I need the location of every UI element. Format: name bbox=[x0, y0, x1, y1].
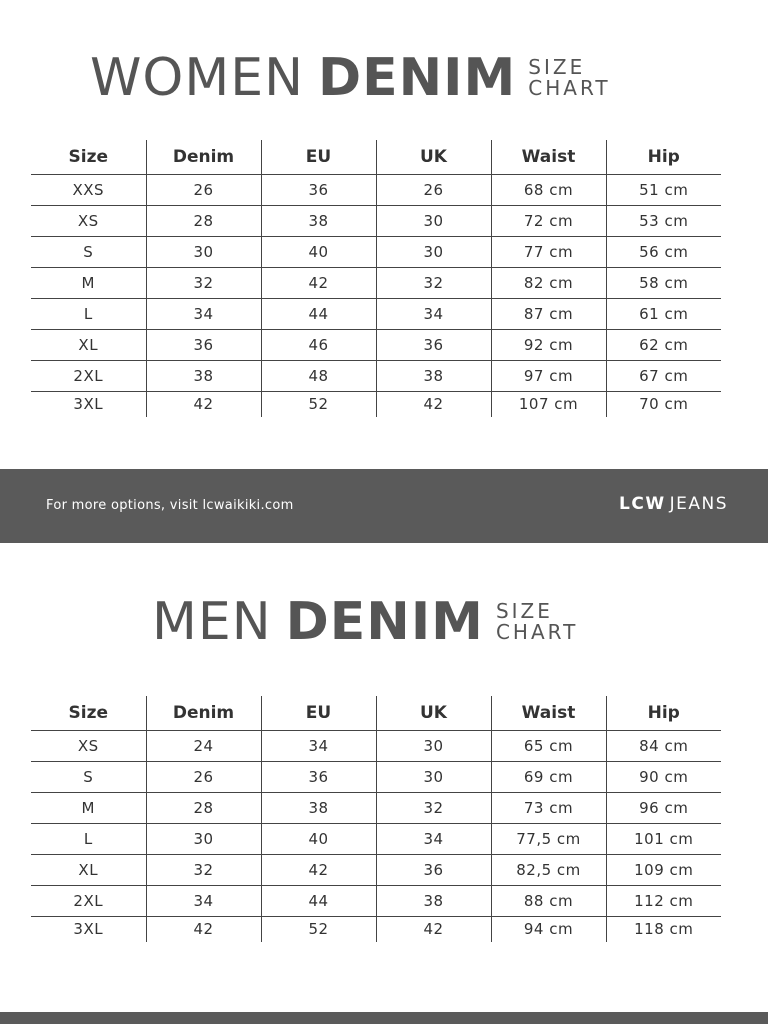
table-cell: 3XL bbox=[73, 920, 104, 939]
table-cell: 72 cm bbox=[491, 205, 606, 236]
column-header: Denim bbox=[146, 140, 261, 174]
table-cell: 42 bbox=[376, 391, 491, 417]
women-title-bold: DENIM bbox=[317, 48, 517, 108]
men-title-sub-chart: CHART bbox=[495, 620, 579, 644]
table-cell: 2XL bbox=[31, 360, 146, 391]
table-cell: 2XL bbox=[31, 885, 146, 916]
table-cell: 109 cm bbox=[606, 854, 721, 885]
women-denim-title bbox=[90, 48, 611, 108]
brand-logo-bold: LCW bbox=[619, 494, 666, 514]
table-cell: M bbox=[31, 792, 146, 823]
table-cell: 51 cm bbox=[606, 174, 721, 205]
table-cell: 82 cm bbox=[491, 267, 606, 298]
table-row bbox=[31, 391, 721, 417]
brand-logo-light: JEANS bbox=[669, 494, 728, 514]
column-header: Size bbox=[31, 140, 146, 174]
promo-banner bbox=[0, 469, 768, 543]
men-table-body bbox=[31, 730, 721, 942]
table-row bbox=[31, 792, 721, 823]
table-cell: 38 bbox=[146, 360, 261, 391]
table-cell: 24 bbox=[146, 730, 261, 761]
table-cell: 34 bbox=[146, 885, 261, 916]
brand-logo bbox=[619, 494, 728, 514]
table-cell: 56 cm bbox=[606, 236, 721, 267]
table-row bbox=[31, 916, 721, 942]
table-cell: 87 cm bbox=[491, 298, 606, 329]
column-header: EU bbox=[261, 140, 376, 174]
table-row bbox=[31, 267, 721, 298]
table-cell: 28 bbox=[146, 792, 261, 823]
column-header: Size bbox=[31, 696, 146, 730]
table-cell: 68 cm bbox=[491, 174, 606, 205]
table-cell: S bbox=[31, 236, 146, 267]
table-cell: 107 cm bbox=[491, 391, 606, 417]
table-cell: 96 cm bbox=[606, 792, 721, 823]
table-row bbox=[31, 823, 721, 854]
table-cell: 88 cm bbox=[491, 885, 606, 916]
table-row bbox=[31, 174, 721, 205]
table-row bbox=[31, 761, 721, 792]
table-cell: 30 bbox=[376, 205, 491, 236]
men-title-bold: DENIM bbox=[285, 592, 484, 652]
column-header: UK bbox=[376, 696, 491, 730]
table-cell: 65 cm bbox=[491, 730, 606, 761]
table-cell: 30 bbox=[376, 761, 491, 792]
men-title-sub-size: SIZE bbox=[495, 599, 553, 623]
men-title-light: MEN bbox=[152, 592, 272, 652]
table-cell: M bbox=[31, 267, 146, 298]
table-cell: 58 cm bbox=[606, 267, 721, 298]
table-cell: 92 cm bbox=[491, 329, 606, 360]
table-cell: 94 cm bbox=[491, 916, 606, 942]
table-row bbox=[31, 205, 721, 236]
men-denim-title bbox=[152, 592, 578, 652]
column-header: Hip bbox=[606, 140, 721, 174]
women-title-sub-chart: CHART bbox=[528, 76, 611, 100]
table-cell: 38 bbox=[261, 205, 376, 236]
table-cell: 77,5 cm bbox=[491, 823, 606, 854]
table-cell: L bbox=[31, 298, 146, 329]
table-cell: 42 bbox=[261, 854, 376, 885]
table-cell: 46 bbox=[261, 329, 376, 360]
table-cell: 26 bbox=[146, 174, 261, 205]
table-cell: L bbox=[31, 823, 146, 854]
women-title-sub-size: SIZE bbox=[528, 55, 586, 79]
table-cell: 73 cm bbox=[491, 792, 606, 823]
table-cell: 40 bbox=[261, 823, 376, 854]
table-cell: 118 cm bbox=[606, 916, 721, 942]
table-cell: XS bbox=[31, 730, 146, 761]
table-cell: 36 bbox=[261, 174, 376, 205]
women-table-body bbox=[31, 174, 721, 417]
column-header: EU bbox=[261, 696, 376, 730]
table-cell: 101 cm bbox=[606, 823, 721, 854]
table-cell: 34 bbox=[261, 730, 376, 761]
table-cell: 90 cm bbox=[606, 761, 721, 792]
table-cell: 34 bbox=[376, 298, 491, 329]
table-row bbox=[31, 885, 721, 916]
table-cell: 32 bbox=[146, 854, 261, 885]
table-cell: 26 bbox=[146, 761, 261, 792]
table-cell: 44 bbox=[261, 298, 376, 329]
table-cell: 61 cm bbox=[606, 298, 721, 329]
men-title-sub bbox=[496, 601, 578, 643]
table-cell: 32 bbox=[376, 792, 491, 823]
table-row bbox=[31, 329, 721, 360]
table-cell: 38 bbox=[376, 885, 491, 916]
table-cell: 34 bbox=[146, 298, 261, 329]
table-cell: 36 bbox=[261, 761, 376, 792]
table-cell: 53 cm bbox=[606, 205, 721, 236]
column-header: UK bbox=[376, 140, 491, 174]
table-cell: 52 bbox=[261, 391, 376, 417]
table-cell: XXS bbox=[31, 174, 146, 205]
table-cell: 97 cm bbox=[491, 360, 606, 391]
table-cell: 30 bbox=[146, 236, 261, 267]
men-size-table bbox=[31, 696, 721, 942]
table-row bbox=[31, 730, 721, 761]
column-header: Denim bbox=[146, 696, 261, 730]
table-row bbox=[31, 854, 721, 885]
bottom-bar bbox=[0, 1012, 768, 1024]
table-row bbox=[31, 236, 721, 267]
table-cell: 82,5 cm bbox=[491, 854, 606, 885]
table-header-row bbox=[31, 140, 721, 174]
table-cell: 3XL bbox=[73, 395, 104, 414]
women-title-sub bbox=[528, 57, 610, 99]
table-cell: 69 cm bbox=[491, 761, 606, 792]
table-row bbox=[31, 360, 721, 391]
table-cell: 67 cm bbox=[606, 360, 721, 391]
table-cell: XS bbox=[31, 205, 146, 236]
table-cell: 84 cm bbox=[606, 730, 721, 761]
table-cell: 30 bbox=[376, 730, 491, 761]
table-cell: 112 cm bbox=[606, 885, 721, 916]
table-cell: 44 bbox=[261, 885, 376, 916]
column-header: Waist bbox=[491, 696, 606, 730]
visit-website-link[interactable]: For more options, visit lcwaikiki.com bbox=[46, 498, 294, 513]
table-cell: 38 bbox=[261, 792, 376, 823]
table-cell: 34 bbox=[376, 823, 491, 854]
table-cell: 70 cm bbox=[606, 391, 721, 417]
women-size-table bbox=[31, 140, 721, 417]
column-header: Hip bbox=[606, 696, 721, 730]
table-cell: 42 bbox=[376, 916, 491, 942]
table-cell: 36 bbox=[376, 329, 491, 360]
table-cell: 62 cm bbox=[606, 329, 721, 360]
table-cell: 26 bbox=[376, 174, 491, 205]
table-cell: 42 bbox=[261, 267, 376, 298]
women-title-light: WOMEN bbox=[90, 48, 304, 108]
table-cell: 36 bbox=[376, 854, 491, 885]
table-cell: 28 bbox=[146, 205, 261, 236]
table-cell: 30 bbox=[376, 236, 491, 267]
table-cell: 40 bbox=[261, 236, 376, 267]
column-header: Waist bbox=[491, 140, 606, 174]
table-cell: S bbox=[31, 761, 146, 792]
table-cell: 77 cm bbox=[491, 236, 606, 267]
table-cell: 52 bbox=[261, 916, 376, 942]
table-cell: 36 bbox=[146, 329, 261, 360]
table-cell: XL bbox=[31, 854, 146, 885]
table-cell: 38 bbox=[376, 360, 491, 391]
table-cell: XL bbox=[31, 329, 146, 360]
table-cell: 32 bbox=[376, 267, 491, 298]
table-row bbox=[31, 298, 721, 329]
table-cell: 48 bbox=[261, 360, 376, 391]
table-cell: 42 bbox=[146, 391, 261, 417]
table-header-row bbox=[31, 696, 721, 730]
table-cell: 42 bbox=[146, 916, 261, 942]
table-cell: 30 bbox=[146, 823, 261, 854]
table-cell: 32 bbox=[146, 267, 261, 298]
